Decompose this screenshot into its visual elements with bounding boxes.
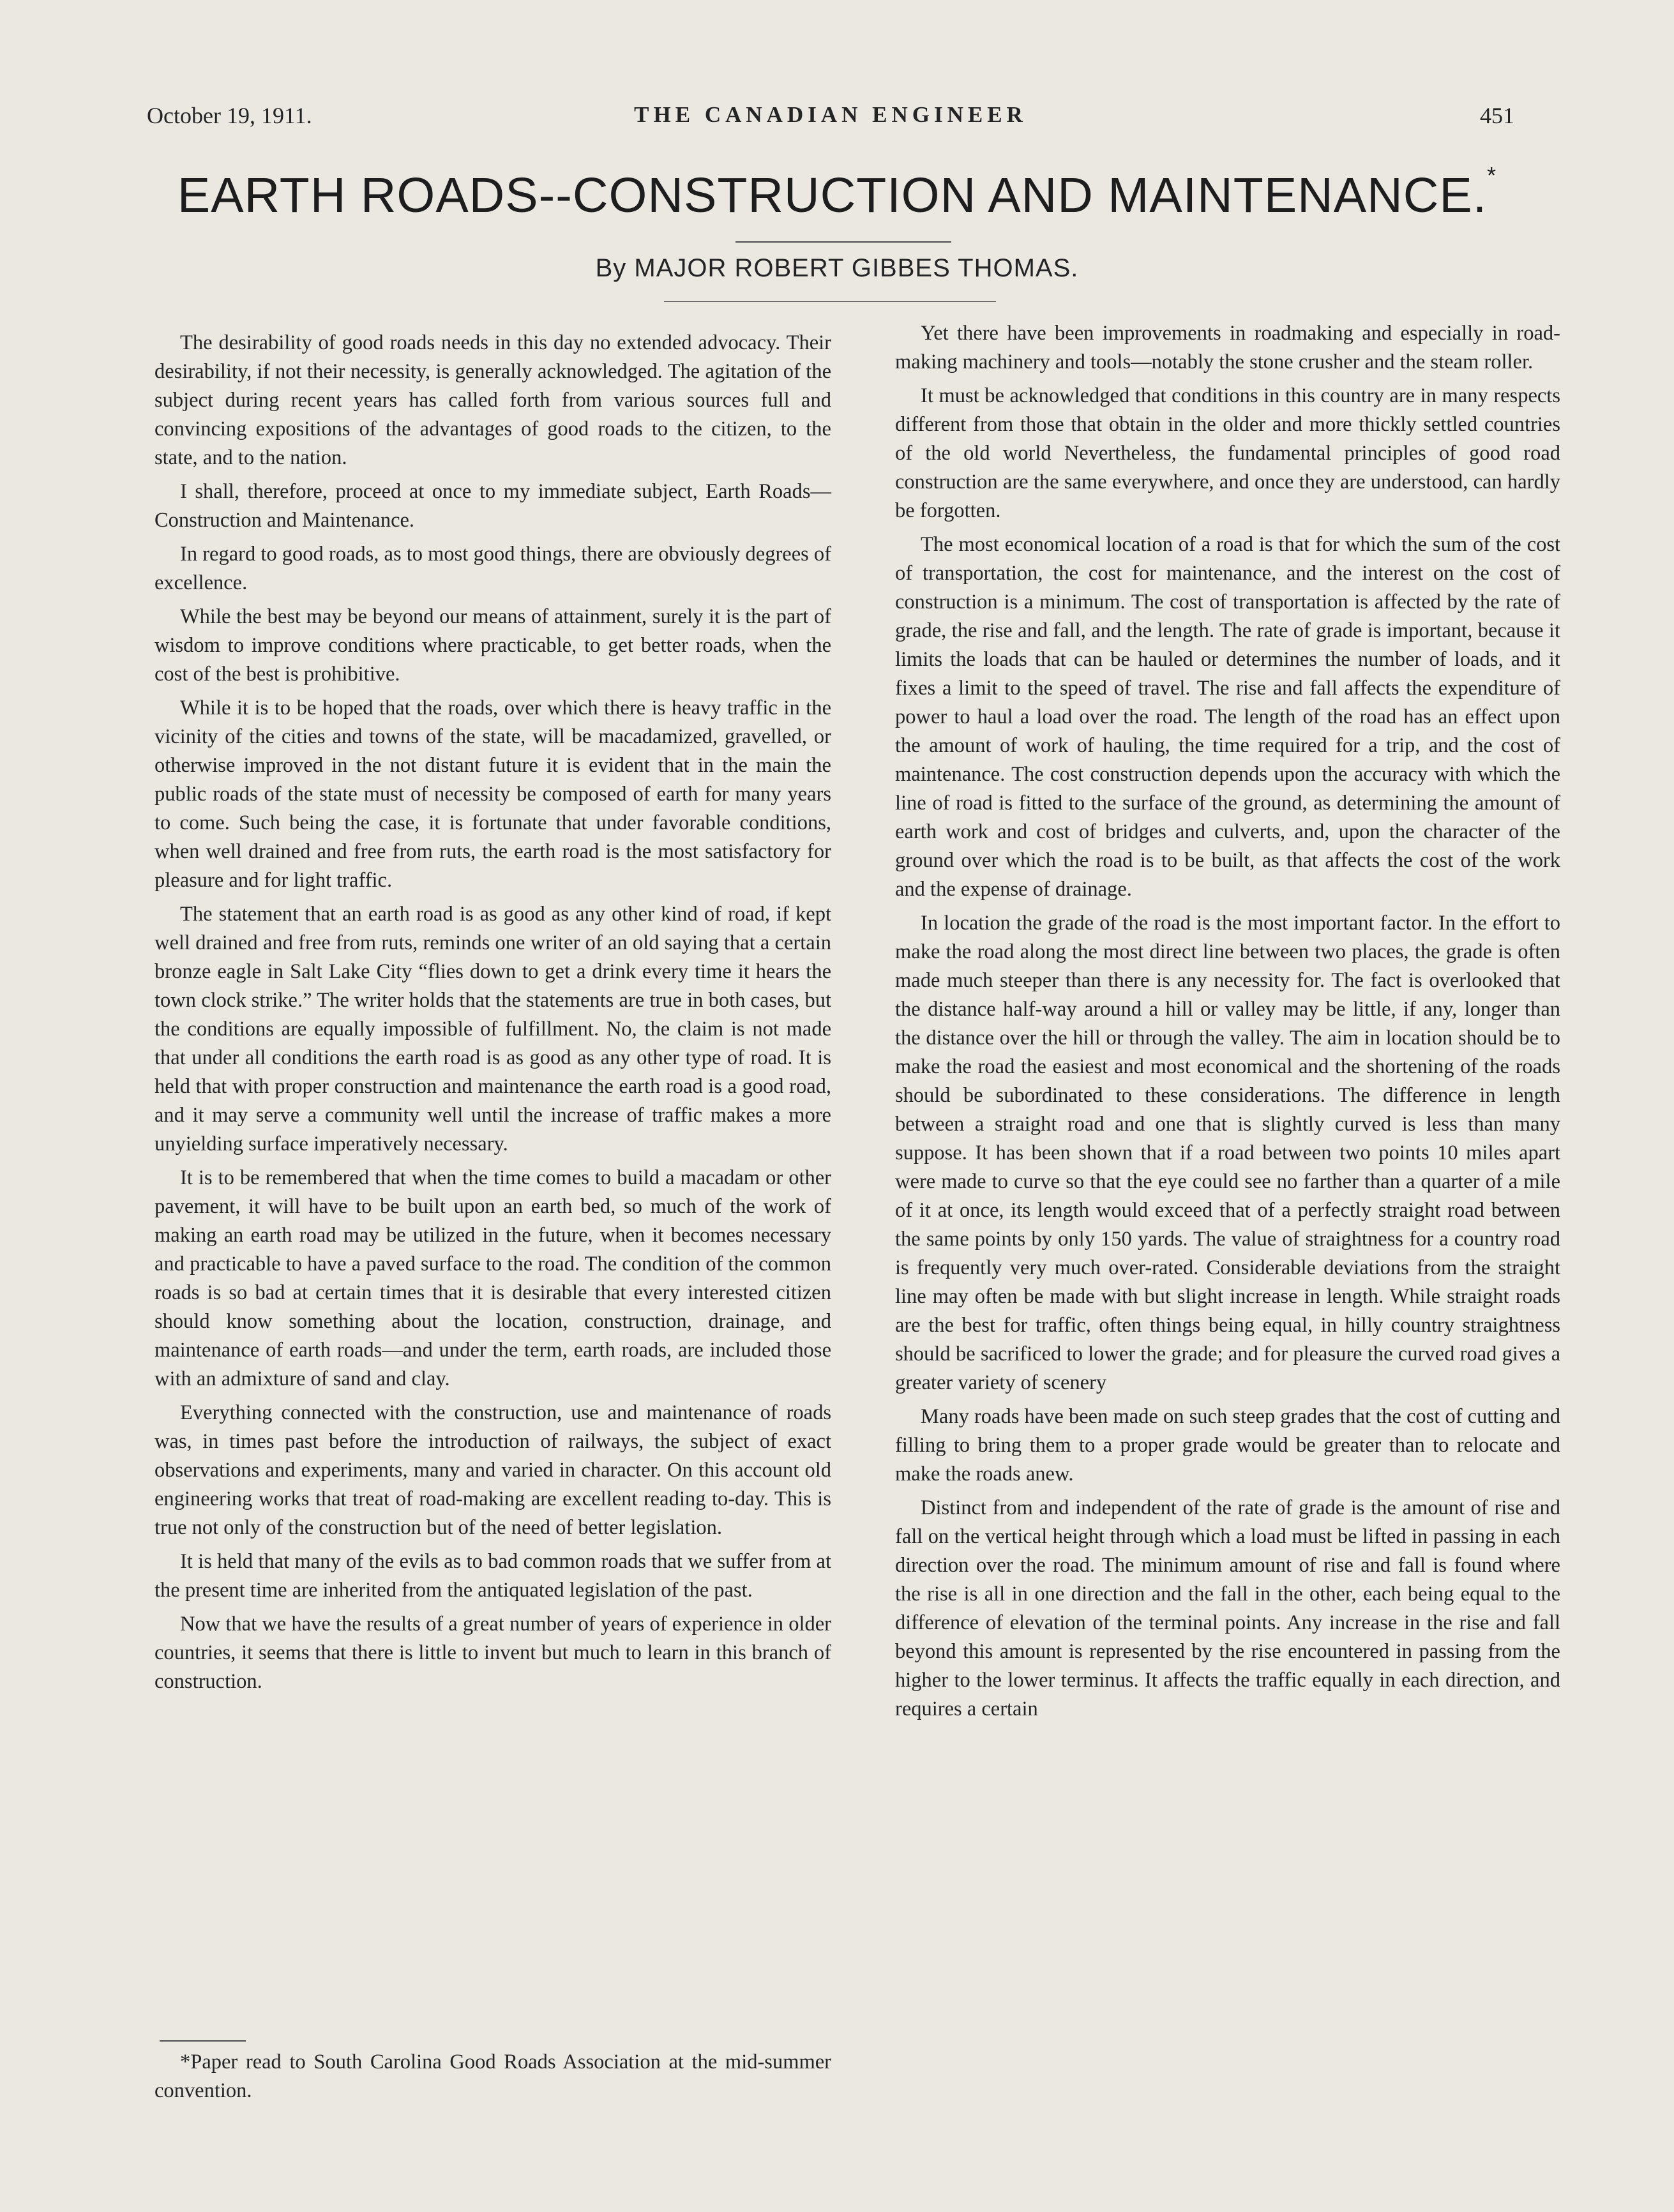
right-column <box>895 319 1560 1729</box>
paragraph: Everything connected with the construction, use and maintenance of roads was, in times past before the introduction of railways, the subject of exact observations and experiments, many and varied in character. On this account old engineering works that treat of road-making are excellent reading to-day. This is true not only of the construction but of the need of better legislation. <box>155 1401 831 1539</box>
paragraph: The desirability of good roads needs in this day no extended advocacy. Their desirability, if not their necessity, is generally acknowledged. The agitation of the subject during recent years has called forth from various sources full and convincing expositions of the advantages of good roads to the citizen, to the state, and to the nation. <box>155 331 831 469</box>
footnote-mark: * <box>1487 162 1497 188</box>
page-number: 451 <box>1480 103 1514 128</box>
paragraph: Now that we have the results of a great number of years of experience in older countries, it seems that there is little to invent but much to learn in this branch of construction. <box>155 1613 831 1693</box>
left-column <box>155 329 831 1701</box>
paragraph: The most economical location of a road is that for which the sum of the cost of transportation, the cost for maintenance, and the interest on the cost of construction is a minimum. The cost of transportation is affected by the rate of grade, the rise and fall, and the length. The rate of grade is important, because it limits the loads that can be hauled or determines the number of loads, and it fixes a limit to the speed of travel. The rise and fall affects the expenditure of power to haul a load over the road. The length of the road has an effect upon the amount of work of hauling, the time required for a trip, and the cost of maintenance. The cost construction depends upon the accuracy with which the line of road is fitted to the surface of the ground, as determining the amount of earth work and cost of bridges and culverts, and, upon the character of the ground over which the road is to be built, as that affects the cost of the work and the expense of drainage. <box>895 533 1560 901</box>
byline-rule <box>664 301 996 302</box>
journal-name: THE CANADIAN ENGINEER <box>634 102 1027 127</box>
paragraph: I shall, therefore, proceed at once to my immediate subject, Earth Roads—Construction and Maintenance. <box>155 480 831 532</box>
article-title <box>128 162 1546 224</box>
byline: By MAJOR ROBERT GIBBES THOMAS. <box>595 254 1079 282</box>
paragraph: It is held that many of the evils as to bad common roads that we suffer from at the present time are inherited from the antiquated legislation of the past. <box>155 1550 831 1602</box>
paragraph: In regard to good roads, as to most good things, there are obviously degrees of excellence. <box>155 543 831 594</box>
issue-date: October 19, 1911. <box>147 103 312 128</box>
article-title-text: EARTH ROADS--CONSTRUCTION AND MAINTENANCE. <box>177 168 1488 223</box>
paragraph: While it is to be hoped that the roads, over which there is heavy traffic in the vicinity of the cities and towns of the state, will be macadamized, gravelled, or otherwise improved in the not distant future it is evident that in the main the public roads of the state must of necessity be composed of earth for many years to come. Such being the case, it is fortunate that under favorable conditions, when well drained and free from ruts, the earth road is the most satisfactory for pleasure and for light traffic. <box>155 696 831 892</box>
paragraph: Yet there have been improvements in roadmaking and especially in road-making machinery and tools—notably the stone crusher and the steam roller. <box>895 322 1560 373</box>
paragraph: Many roads have been made on such steep grades that the cost of cutting and filling to bring them to a proper grade would be greater than to relocate and make the roads anew. <box>895 1405 1560 1486</box>
paragraph: It is to be remembered that when the time comes to build a macadam or other pavement, it will have to be built upon an earth bed, so much of the work of making an earth road may be utilized in the future, when it becomes necessary and practicable to have a paved surface to the road. The condition of the common roads is so bad at certain times that it is desirable that every interested citizen should know something about the location, construction, drainage, and maintenance of earth roads—and under the term, earth roads, are included those with an admixture of sand and clay. <box>155 1166 831 1390</box>
paragraph: While the best may be beyond our means of attainment, surely it is the part of wisdom to improve conditions where practicable, to get better roads, when the cost of the best is prohibitive. <box>155 605 831 686</box>
paragraph: In location the grade of the road is the most important factor. In the effort to make the road along the most direct line between two places, the grade is often made much steeper than there is any necessity for. The fact is overlooked that the distance half-way around a hill or valley may be little, if any, longer than the distance over the hill or through the valley. The aim in location should be to make the road the easiest and most economical and the shortening of the roads should be subordinated to these considerations. The difference in length between a straight road and one that is slightly curved is less than many suppose. It has been shown that if a road between two points 10 miles apart were made to curve so that the eye could see no farther than a quarter of a mile of it at once, its length would exceed that of a perfectly straight road between the same points by only 150 yards. The value of straightness for a country road is frequently very much over-rated. Considerable deviations from the straight line may often be made with but slight increase in length. While straight roads are the best for traffic, often things being equal, in hilly country straightness should be sacrificed to lower the grade; and for pleasure the curved road gives a greater variety of scenery <box>895 912 1560 1394</box>
footnote-rule <box>160 2040 246 2042</box>
title-rule <box>735 241 951 243</box>
paragraph: The statement that an earth road is as good as any other kind of road, if kept well drained and free from ruts, reminds one writer of an old saying that a certain bronze eagle in Salt Lake City “flies down to get a drink every time it hears the town clock strike.” The writer holds that the statements are true in both cases, but the conditions are equally impossible of fulfillment. No, the claim is not made that under all conditions the earth road is as good as any other type of road. It is held that with proper construction and maintenance the earth road is a good road, and it may serve a community well until the increase of traffic makes a more unyielding surface imperatively necessary. <box>155 903 831 1155</box>
running-head <box>147 102 1514 140</box>
footnote: *Paper read to South Carolina Good Roads Association at the mid-summer convention. <box>155 2050 831 2102</box>
paragraph: Distinct from and independent of the rate of grade is the amount of rise and fall on the vertical height through which a load must be lifted in passing in each direction over the road. The minimum amount of rise and fall is found where the rise is all in one direction and the fall in the other, each being equal to the difference of elevation of the terminal points. Any increase in the rise and fall beyond this amount is represented by the rise encountered in passing from the higher to the lower terminus. It affects the traffic equally in each direction, and requires a certain <box>895 1496 1560 1720</box>
paragraph: It must be acknowledged that conditions in this country are in many respects different from those that obtain in the older and more thickly settled countries of the old world Nevertheless, the fundamental principles of good road construction are the same everywhere, and once they are understood, can hardly be forgotten. <box>895 384 1560 522</box>
